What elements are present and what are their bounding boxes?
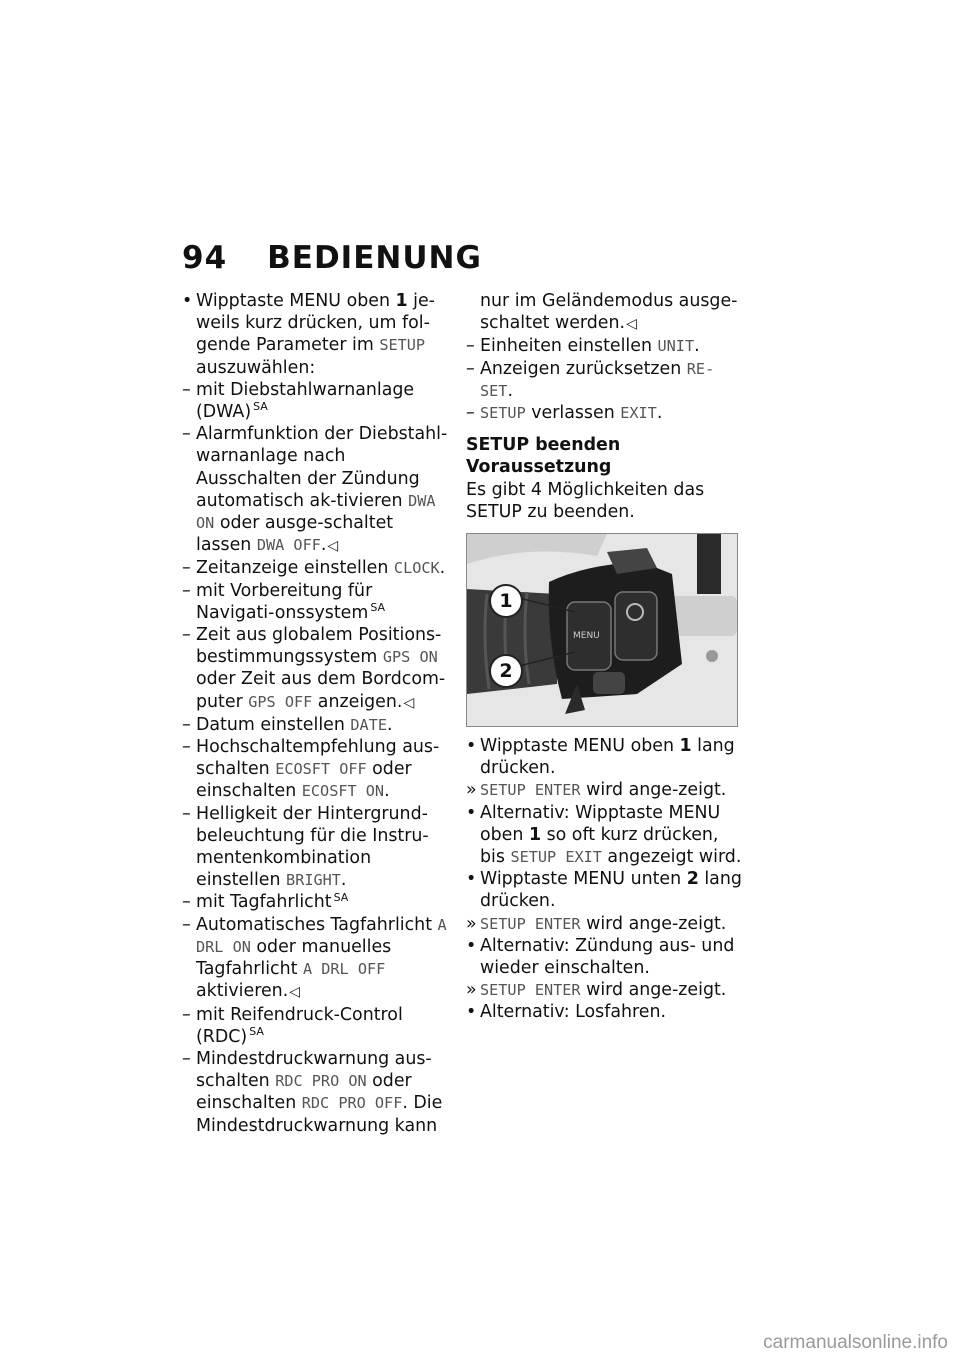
dash-item [466, 358, 746, 402]
dash-item [466, 402, 746, 424]
display-code: GPS OFF [248, 692, 313, 711]
display-code: RE-SET [480, 359, 715, 400]
left-column [182, 290, 450, 1137]
text: mit Tagfahrlicht [196, 892, 332, 913]
subheading: Voraussetzung [466, 457, 612, 478]
ref-number: 2 [686, 869, 699, 890]
right-column [466, 290, 746, 1024]
text: Alarmfunktion der Diebstahl-warnanlage nach Ausschalten der Zündung automatisch ak-tivieren [196, 424, 448, 511]
dash-marker: – [182, 892, 191, 913]
watermark: carmanualsonline.info [763, 1332, 948, 1353]
text: Wipptaste MENU oben [480, 736, 680, 757]
end-mark-icon: ◁ [403, 694, 415, 711]
display-code: RDC PRO OFF [301, 1094, 403, 1113]
result-marker: » [466, 980, 477, 1001]
dash-item [182, 423, 450, 557]
sa-superscript: SA [253, 400, 268, 414]
display-code: A DRL ON [196, 915, 447, 956]
text: verlassen [525, 403, 621, 424]
text: lang drücken. [480, 736, 735, 779]
bullet-marker: • [466, 1002, 477, 1023]
display-code: DATE [350, 715, 387, 734]
handlebar-switch-illustration [467, 534, 737, 726]
sa-superscript: SA [333, 890, 349, 904]
bullet-item [182, 290, 450, 379]
dash-marker: – [182, 424, 191, 445]
text: nur im Geländemodus ausge-schaltet werden. [480, 291, 738, 334]
text: . [507, 380, 513, 401]
end-mark-icon: ◁ [289, 984, 300, 1001]
display-code: EXIT [620, 404, 657, 423]
text: Automatisches Tagfahrlicht [196, 914, 438, 935]
dash-item [466, 335, 746, 357]
page-header [182, 240, 482, 276]
section-heading: SETUP beenden [466, 435, 621, 456]
display-code: DWA ON [196, 491, 436, 533]
display-code: RDC PRO ON [275, 1072, 367, 1091]
text: Wipptaste MENU unten [480, 869, 687, 890]
ref-number: 1 [395, 291, 408, 311]
text: oder manuelles Tagfahrlicht [196, 936, 392, 980]
text: mit Vorbereitung für Navigati-onssystem [196, 580, 373, 623]
text: Zeitanzeige einstellen [196, 558, 394, 579]
bullet-item [466, 868, 746, 912]
text: oder einschalten [196, 759, 412, 802]
display-code: A DRL OFF [302, 960, 386, 979]
bullet-marker: • [182, 291, 193, 311]
ref-number: 1 [679, 736, 692, 757]
dash-marker: – [466, 358, 475, 379]
dash-item [182, 1048, 450, 1137]
display-code: CLOCK [393, 559, 440, 578]
text: Helligkeit der Hintergrund-beleuchtung für die Instru-mentenkombination einstellen [196, 803, 429, 891]
display-code: SETUP ENTER [480, 781, 581, 800]
result-item [466, 779, 746, 801]
bullet-item [466, 935, 746, 979]
dash-item [182, 379, 450, 423]
dash-item [182, 557, 450, 579]
text: Wipptaste MENU oben [196, 291, 396, 311]
text: wird ange-zeigt. [580, 913, 727, 934]
display-code: SETUP [480, 404, 526, 423]
dash-item-continued [466, 290, 746, 335]
text: mit Diebstahlwarnanlage (DWA) [196, 379, 415, 423]
text: auszuwählen: [196, 357, 316, 378]
dash-marker: – [182, 580, 191, 601]
text: . [340, 870, 347, 891]
bullet-item [466, 1001, 746, 1023]
text: mit Reifendruck-Control (RDC) [196, 1004, 403, 1047]
text: Mindestdruckwarnung aus-schalten [196, 1048, 432, 1092]
text: lang drücken. [480, 869, 742, 912]
display-code: GPS ON [382, 648, 438, 667]
handlebar-switch-figure [466, 533, 738, 727]
intro-text: Es gibt 4 Möglichkeiten das SETUP zu beenden. [466, 479, 705, 522]
text: . [439, 558, 446, 579]
text: Alternativ: Wipptaste MENU oben [480, 802, 721, 845]
text: . [656, 403, 663, 424]
dash-item [182, 1004, 450, 1048]
text: . Die Mindestdruckwarnung kann [196, 1093, 443, 1136]
display-code: SETUP ENTER [480, 914, 581, 933]
bullet-item [466, 802, 746, 869]
section-title: BEDIENUNG [267, 240, 482, 276]
display-code: SETUP [379, 336, 426, 355]
text: aktivieren. [196, 981, 289, 1002]
text: . [384, 781, 390, 802]
bullet-marker: • [466, 869, 477, 890]
sa-superscript: SA [249, 1024, 264, 1038]
text: je-weils kurz drücken, um fol-gende Parameter im [196, 291, 435, 356]
bullet-item [466, 735, 746, 779]
result-item [466, 913, 746, 935]
text: Hochschaltempfehlung aus-schalten [196, 737, 440, 780]
display-code: SETUP ENTER [480, 981, 581, 1000]
text: wird ange-zeigt. [580, 980, 727, 1001]
display-code: UNIT [657, 337, 695, 356]
ref-number: 1 [528, 824, 542, 845]
text: so oft kurz drücken, bis [480, 824, 719, 868]
dash-item [182, 624, 450, 714]
dash-marker: – [182, 558, 191, 579]
display-code: DWA OFF [256, 536, 321, 555]
dash-item [182, 803, 450, 892]
dash-marker: – [182, 625, 191, 646]
dash-marker: – [182, 914, 191, 935]
menu-text: MENU [573, 631, 600, 642]
bullet-marker: • [466, 802, 477, 823]
text: Datum einstellen [196, 714, 351, 735]
text: oder Zeit aus dem Bordcom-puter [196, 669, 446, 712]
dash-marker: – [182, 803, 191, 824]
display-code: ECOSFT OFF [275, 760, 367, 779]
dash-marker: – [466, 403, 475, 424]
text: Zeit aus globalem Positions-bestimmungssystem [196, 625, 442, 668]
text: anzeigen. [312, 691, 403, 712]
bullet-marker: • [466, 736, 477, 757]
display-code: ECOSFT ON [301, 782, 385, 801]
text: wird ange-zeigt. [580, 780, 727, 801]
dash-marker: – [182, 1048, 191, 1069]
text: Anzeigen zurücksetzen [480, 358, 687, 379]
callout-2: 2 [489, 654, 523, 688]
end-mark-icon: ◁ [626, 316, 637, 333]
dash-item [182, 714, 450, 736]
text: . [386, 714, 393, 735]
result-item [466, 979, 746, 1001]
text: . [694, 336, 700, 357]
dash-marker: – [182, 737, 191, 758]
bullet-marker: • [466, 935, 477, 956]
end-mark-icon: ◁ [327, 538, 339, 555]
result-marker: » [466, 780, 477, 801]
text: angezeigt wird. [601, 847, 742, 868]
dash-marker: – [182, 379, 191, 400]
sa-superscript: SA [370, 601, 386, 615]
display-code: SETUP EXIT [510, 848, 602, 867]
dash-item [182, 736, 450, 803]
page-number: 94 [182, 240, 228, 276]
text: oder einschalten [196, 1071, 412, 1114]
dash-marker: – [182, 1004, 191, 1025]
callout-1: 1 [489, 584, 523, 618]
dash-item [182, 914, 450, 1004]
text: Einheiten einstellen [480, 336, 658, 357]
display-code: BRIGHT [286, 871, 341, 890]
dash-item [182, 580, 450, 624]
result-marker: » [466, 913, 477, 934]
dash-marker: – [182, 714, 191, 735]
text: . [320, 535, 327, 556]
text: Alternativ: Losfahren. [480, 1002, 667, 1023]
text: Alternativ: Zündung aus- und wieder einschalten. [480, 935, 735, 979]
text: oder ausge-schaltet lassen [196, 513, 394, 556]
dash-marker: – [466, 336, 475, 357]
dash-item [182, 891, 450, 913]
